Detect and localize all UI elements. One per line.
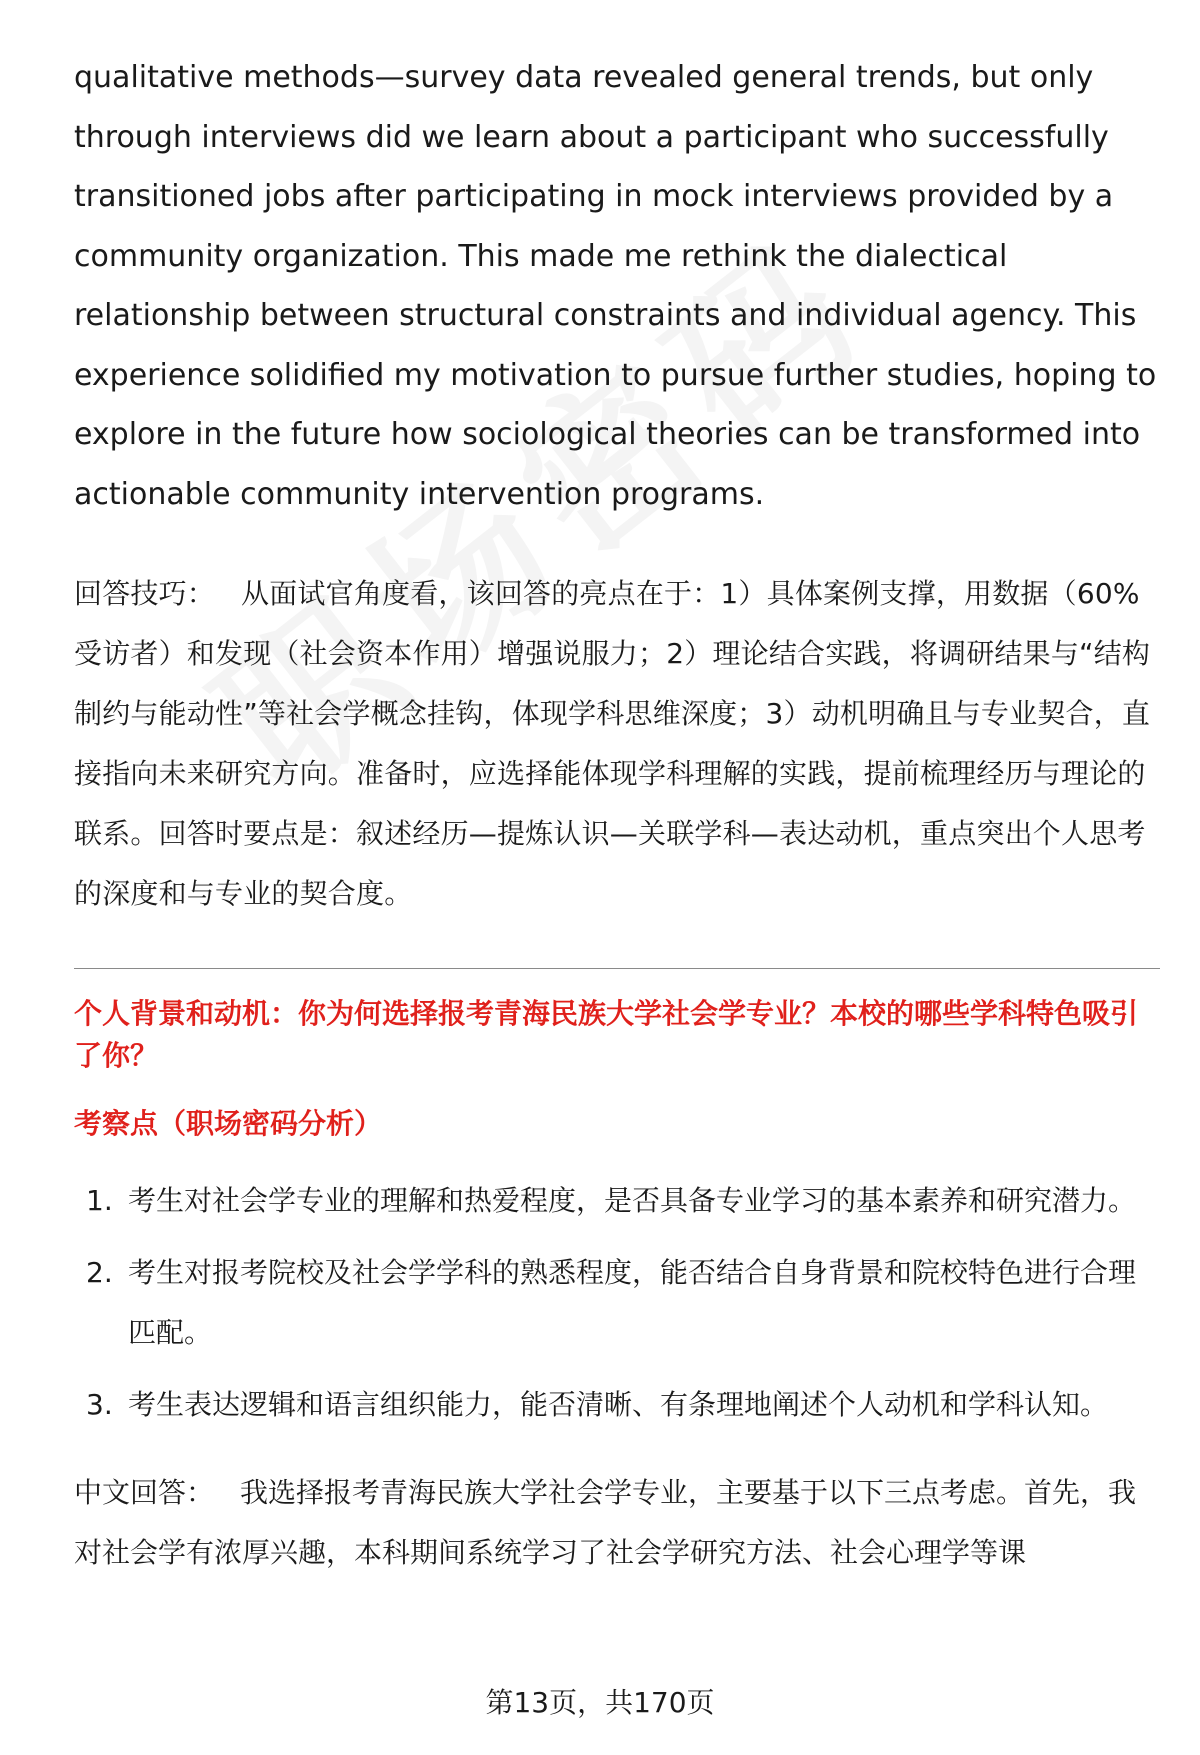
list-item-text: 考生表达逻辑和语言组织能力，能否清晰、有条理地阐述个人动机和学科认知。 [128,1388,1109,1421]
list-number: 1. [86,1184,113,1217]
tips-text: 从面试官角度看，该回答的亮点在于：1）具体案例支撑，用数据（60%受访者）和发现（社会资本作用）增强说服力；2）理论结合实践，将调研结果与“结构制约与能动性”等社会学概念挂钩，体现学科思维深度；3）动机明确且与专业契合，直接指向未来研究方向。准备时，应选择能体现学科理解的实践，提前梳理经历与理论的联系。回答时要点是：叙述经历—提炼认识—关联学科—表达动机，重点突出个人思考的深度和与专业的契合度。 [74,577,1151,910]
answer-label: 中文回答： [74,1476,215,1509]
focus-list [74,1171,1160,1435]
tips-label: 回答技巧： [74,577,216,610]
list-item-text: 考生对报考院校及社会学学科的熟悉程度，能否结合自身背景和院校特色进行合理匹配。 [128,1256,1137,1349]
list-number: 3. [86,1388,113,1421]
page-content [74,48,1160,1583]
list-item [74,1375,1160,1435]
answer-text: 我选择报考青海民族大学社会学专业，主要基于以下三点考虑。首先，我对社会学有浓厚兴趣，本科期间系统学习了社会学研究方法、社会心理学等课 [74,1476,1137,1569]
page-number: 第13页，共170页 [485,1686,715,1719]
section-divider [74,968,1160,969]
list-item-text: 考生对社会学专业的理解和热爱程度，是否具备专业学习的基本素养和研究潜力。 [128,1184,1137,1217]
question-heading: 个人背景和动机：你为何选择报考青海民族大学社会学专业？本校的哪些学科特色吸引了你？ [74,997,1139,1072]
english-paragraph: qualitative methods—survey data revealed general trends, but only through interviews did we learn about a participant who successfully transitioned jobs after participating in mock interviews provided by a community organization. This made me rethink the dialectical relationship between structural constraints and individual agency. This experience solidified my motivation to pursue further studies, hoping to explore in the future how sociological theories can be transformed into actionable community intervention programs. [74,60,1157,512]
focus-heading: 考察点（职场密码分析） [74,1107,383,1140]
list-item [74,1243,1160,1363]
list-number: 2. [86,1256,113,1289]
list-item [74,1171,1160,1231]
answer-paragraph [74,1463,1160,1583]
tips-paragraph [74,564,1160,924]
